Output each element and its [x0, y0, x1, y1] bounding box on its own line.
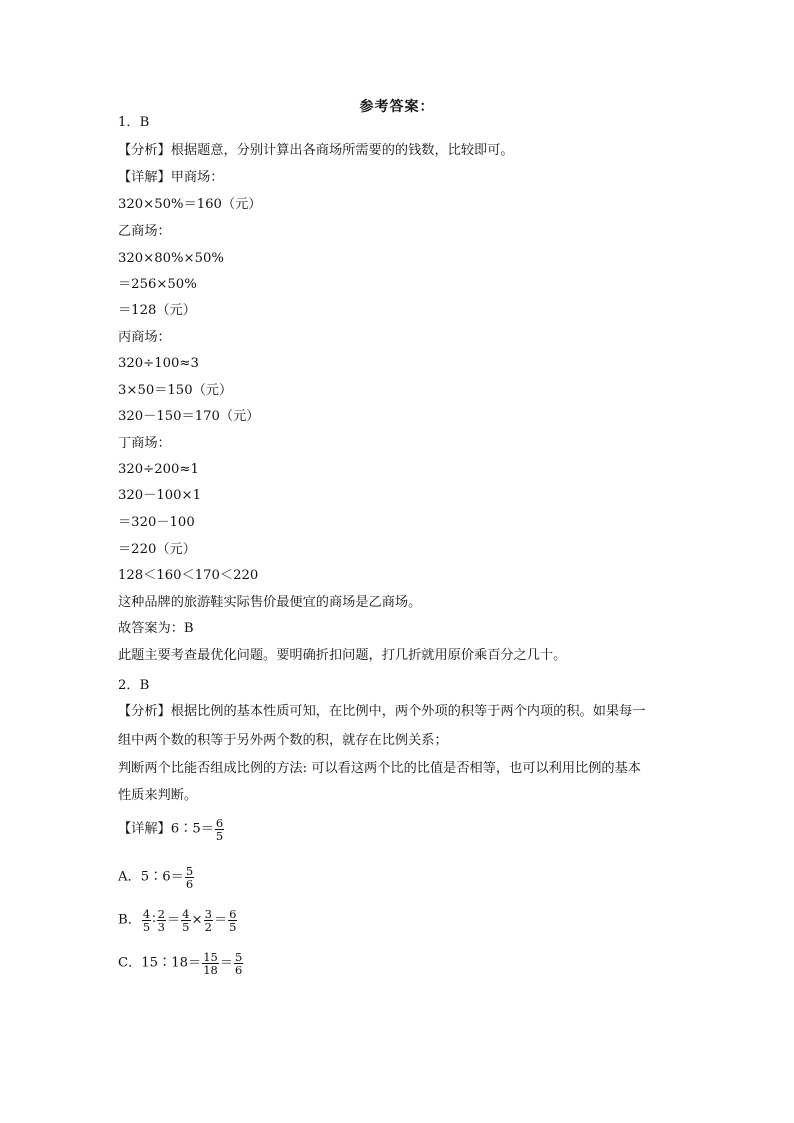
fraction: $\frac{2}{3}$ — [157, 907, 165, 934]
q1-line: 320－100×1 — [118, 488, 201, 503]
q1-line: ＝220（元） — [118, 542, 196, 557]
q2-analysis: 判断两个比能否组成比例的方法: 可以看这两个比的比值是否相等，也可以利用比例的基本 — [118, 761, 641, 776]
q1-line: 128＜160＜170＜220 — [118, 568, 259, 583]
q1-line: 丁商场： — [118, 436, 171, 451]
fraction: $\frac{3}{2}$ — [204, 907, 212, 934]
q2-detail-prefix: 【详解】6∶5＝ — [118, 821, 214, 837]
equals-symbol: ＝ — [213, 912, 228, 928]
q1-line: 3×50＝150（元） — [118, 383, 233, 398]
q1-line: 320×50%＝160（元） — [118, 197, 262, 212]
q1-line: 320÷200≈1 — [118, 462, 199, 477]
q1-line: 此题主要考查最优化问题。要明确折扣问题，打几折就用原价乘百分之几十。 — [118, 648, 567, 663]
colon-symbol: ∶ — [152, 912, 156, 928]
q2-option-a — [118, 865, 195, 890]
fraction: $\frac{4}{5}$ — [182, 907, 190, 934]
q2-detail — [118, 817, 225, 842]
q1-number: 1．B — [118, 115, 150, 130]
q2-option-c — [118, 951, 244, 976]
option-a-prefix: A．5∶6＝ — [118, 869, 184, 885]
fraction: $\frac{6}{5}$ — [229, 907, 237, 934]
fraction: $\frac{4}{5}$ — [142, 907, 151, 934]
page-title: 参考答案： — [359, 99, 435, 115]
q1-analysis: 【分析】根据题意，分别计算出各商场所需要的的钱数，比较即可。 — [118, 143, 514, 158]
q1-line: 320－150＝170（元） — [118, 409, 260, 424]
q1-line: ＝256×50% — [118, 277, 197, 292]
q1-line: 丙商场： — [118, 330, 171, 345]
q1-line: 乙商场： — [118, 224, 171, 239]
fraction: $\frac{5}{6}$ — [185, 864, 194, 891]
q1-line: 320×80%×50% — [118, 251, 224, 266]
equals-symbol: ＝ — [166, 912, 181, 928]
option-b-prefix: B． — [118, 912, 141, 928]
q2-option-b — [118, 908, 238, 933]
q2-analysis: 性质来判断。 — [118, 788, 198, 803]
q1-line: ＝128（元） — [118, 303, 196, 318]
q1-line: 故答案为：B — [118, 621, 194, 636]
q1-line: 这种品牌的旅游鞋实际售价最便宜的商场是乙商场。 — [118, 595, 422, 610]
equals-symbol: ＝ — [219, 955, 234, 971]
option-c-prefix: C．15∶18＝ — [118, 955, 202, 971]
times-symbol: × — [191, 912, 203, 928]
fraction: $\frac{6}{5}$ — [215, 816, 224, 843]
q1-line: 320÷100≈3 — [118, 356, 199, 371]
q2-analysis: 【分析】根据比例的基本性质可知，在比例中，两个外项的积等于两个内项的积。如果每一 — [118, 704, 646, 719]
fraction: $\frac{5}{6}$ — [235, 950, 243, 977]
q2-analysis: 组中两个数的积等于另外两个数的积，就存在比例关系； — [118, 733, 448, 748]
q1-line: ＝320－100 — [118, 515, 195, 530]
fraction: $\frac{15}{18}$ — [203, 950, 218, 977]
q1-detail-head: 【详解】甲商场： — [118, 170, 224, 185]
q2-number: 2．B — [118, 678, 150, 693]
